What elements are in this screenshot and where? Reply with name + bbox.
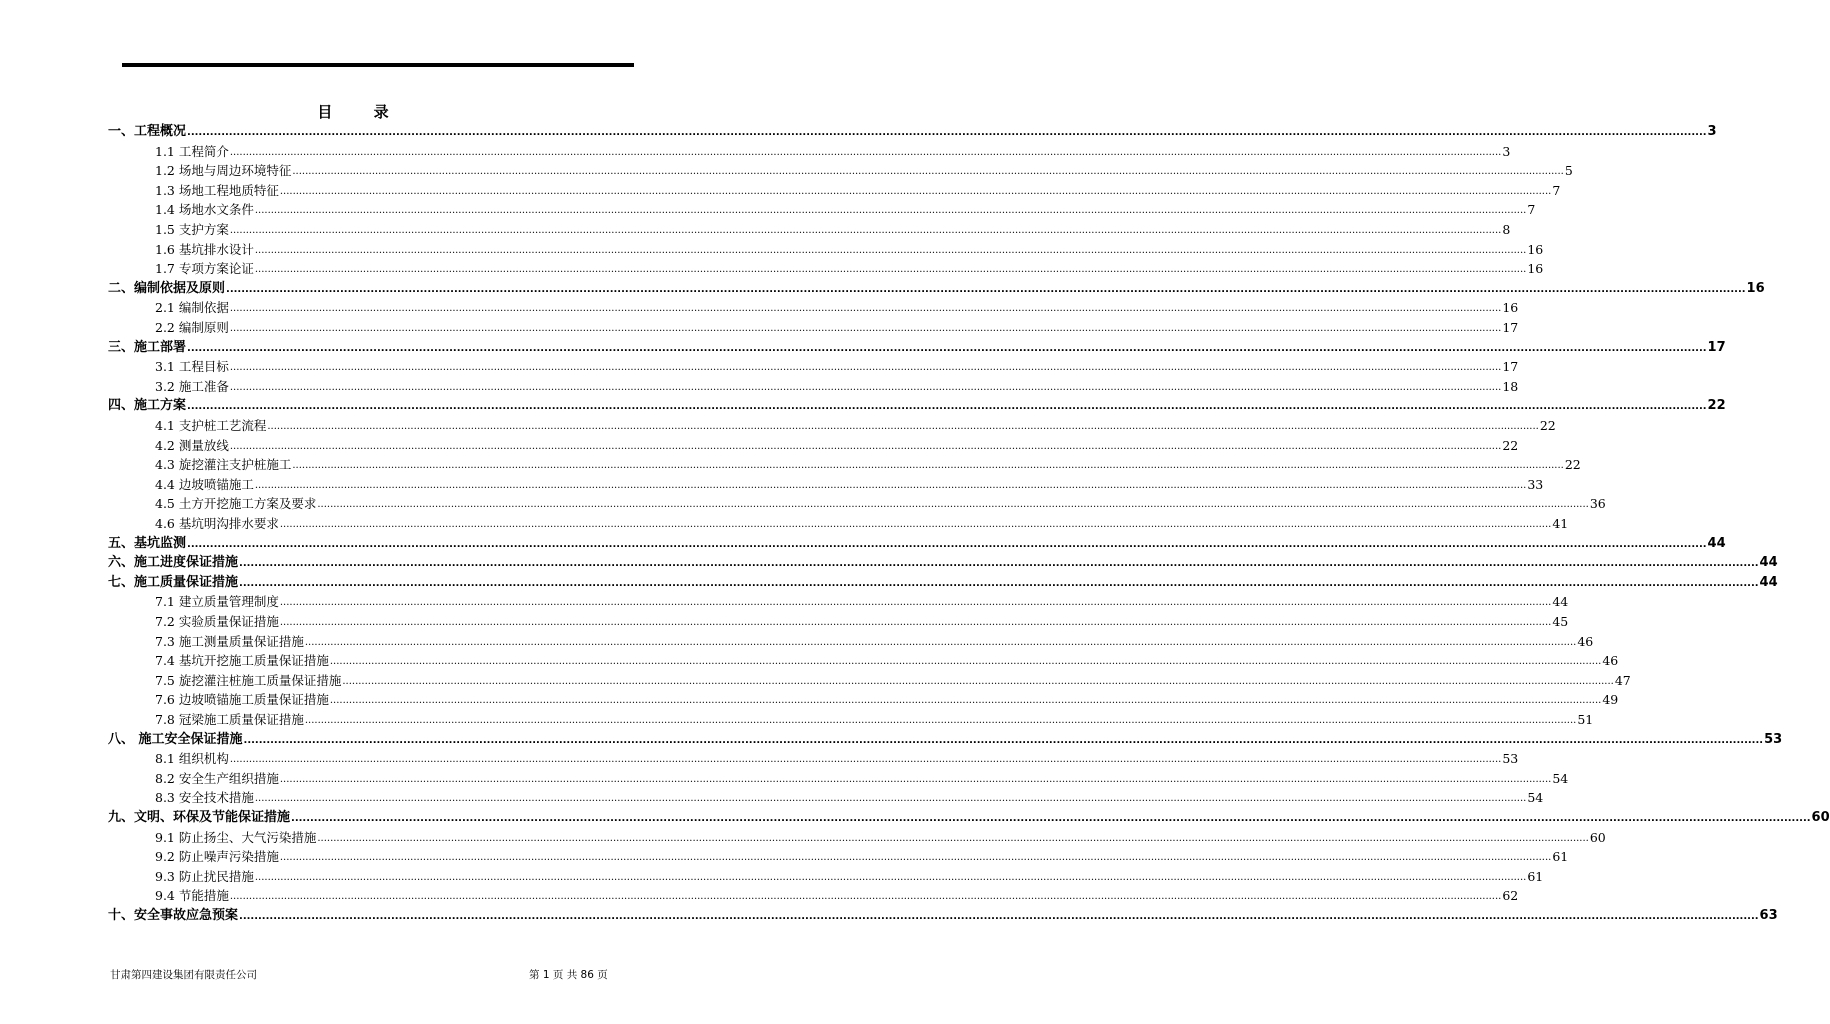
toc-chapter-entry[interactable] xyxy=(108,533,1726,552)
toc-entry-page: 41 xyxy=(1552,516,1569,531)
toc-entry-page: 3 xyxy=(1502,143,1511,159)
toc-entry-label: 3.1 工程目标 xyxy=(155,359,229,375)
toc-entry-label: 4.1 支护桩工艺流程 xyxy=(155,418,267,433)
toc-leader-dots: ................................................................................................................................................................................................................................................................................................................................................................................................................ xyxy=(254,264,1527,276)
toc-entry-label: 9.1 防止扬尘、大气污染措施 xyxy=(155,829,317,845)
toc-section-entry[interactable] xyxy=(155,454,1581,473)
toc-entry-page: 16 xyxy=(1527,261,1544,277)
toc-entry-label: 1.2 场地与周边环境特征 xyxy=(155,163,292,179)
toc-section-entry[interactable] xyxy=(155,611,1569,630)
toc-section-entry[interactable] xyxy=(155,356,1519,375)
header-rule xyxy=(122,63,634,67)
toc-entry-page: 3 xyxy=(1707,124,1717,139)
toc-entry-page: 18 xyxy=(1502,378,1519,394)
toc-section-entry[interactable] xyxy=(155,513,1569,532)
toc-leader-dots: ................................................................................................................................................................................................................................................................................................................................................................................................................ xyxy=(279,852,1552,864)
toc-entry-label: 1.7 专项方案论证 xyxy=(155,261,254,277)
toc-leader-dots: ................................................................................................................................................................................................................................................................................................................................................................................................................ xyxy=(229,381,1502,393)
toc-entry-label: 7.5 旋挖灌注桩施工质量保证措施 xyxy=(155,672,342,688)
toc-section-entry[interactable] xyxy=(155,474,1544,493)
toc-section-entry[interactable] xyxy=(155,180,1561,199)
toc-entry-page: 54 xyxy=(1527,790,1544,806)
toc-leader-dots: ................................................................................................................................................................................................................................................................................................................................................................................................................ xyxy=(229,225,1502,236)
toc-entry-page: 46 xyxy=(1602,653,1619,669)
toc-entry-page: 49 xyxy=(1602,692,1619,708)
footer-company: 甘肃第四建设集团有限责任公司 xyxy=(110,969,257,981)
toc-leader-dots: ................................................................................................................................................................................................................................................................................................................................................................................................................ xyxy=(187,342,1707,354)
toc-leader-dots: ................................................................................................................................................................................................................................................................................................................................................................................................................ xyxy=(329,695,1602,707)
toc-entry-label: 四、施工方案 xyxy=(108,398,187,414)
toc-leader-dots: ................................................................................................................................................................................................................................................................................................................................................................................................................ xyxy=(254,205,1527,217)
toc-section-entry[interactable] xyxy=(155,787,1544,806)
toc-leader-dots: ................................................................................................................................................................................................................................................................................................................................................................................................................ xyxy=(292,460,1564,472)
toc-entry-page: 7 xyxy=(1527,202,1536,218)
toc-entry-page: 51 xyxy=(1577,712,1594,727)
toc-entry-page: 44 xyxy=(1552,594,1569,610)
toc-leader-dots: ................................................................................................................................................................................................................................................................................................................................................................................................................ xyxy=(239,558,1759,570)
toc-section-entry[interactable] xyxy=(155,141,1511,160)
toc-entry-page: 17 xyxy=(1502,359,1519,375)
toc-leader-dots: ................................................................................................................................................................................................................................................................................................................................................................................................................ xyxy=(279,617,1552,628)
toc-section-entry[interactable] xyxy=(155,631,1594,650)
toc-entry-page: 62 xyxy=(1502,888,1519,904)
toc-entry-label: 9.3 防止扰民措施 xyxy=(155,868,254,884)
toc-leader-dots: ................................................................................................................................................................................................................................................................................................................................................................................................................ xyxy=(317,832,1589,844)
toc-section-entry[interactable] xyxy=(155,748,1519,767)
toc-chapter-entry[interactable] xyxy=(108,807,1830,826)
toc-leader-dots: ................................................................................................................................................................................................................................................................................................................................................................................................................ xyxy=(226,283,1746,295)
toc-leader-dots: ................................................................................................................................................................................................................................................................................................................................................................................................................ xyxy=(187,127,1707,138)
toc-chapter-entry[interactable] xyxy=(108,337,1726,356)
toc-chapter-entry[interactable] xyxy=(108,572,1778,591)
toc-section-entry[interactable] xyxy=(155,493,1606,512)
toc-section-entry[interactable] xyxy=(155,297,1519,316)
toc-entry-label: 7.3 施工测量质量保证措施 xyxy=(155,633,304,649)
toc-leader-dots: ................................................................................................................................................................................................................................................................................................................................................................................................................ xyxy=(279,185,1552,197)
toc-entry-label: 1.5 支护方案 xyxy=(155,222,229,237)
toc-entry-page: 17 xyxy=(1502,320,1519,335)
toc-entry-label: 4.2 测量放线 xyxy=(155,437,229,453)
toc-section-entry[interactable] xyxy=(155,827,1606,846)
toc-section-entry[interactable] xyxy=(155,415,1556,434)
toc-leader-dots: ................................................................................................................................................................................................................................................................................................................................................................................................................ xyxy=(329,656,1602,668)
footer-page-info: 第 1 页 共 86 页 xyxy=(529,969,608,981)
toc-entry-label: 4.3 旋挖灌注支护桩施工 xyxy=(155,457,292,473)
toc-chapter-entry[interactable] xyxy=(108,395,1726,414)
toc-entry-label: 六、施工进度保证措施 xyxy=(108,555,239,571)
toc-leader-dots: ................................................................................................................................................................................................................................................................................................................................................................................................................ xyxy=(229,146,1502,158)
toc-chapter-entry[interactable] xyxy=(108,121,1717,140)
toc-section-entry[interactable] xyxy=(155,866,1544,885)
toc-entry-page: 22 xyxy=(1707,398,1726,414)
toc-entry-page: 22 xyxy=(1564,457,1581,473)
toc-leader-dots: ................................................................................................................................................................................................................................................................................................................................................................................................................ xyxy=(229,323,1502,334)
toc-section-entry[interactable] xyxy=(155,435,1519,454)
toc-entry-label: 8.2 安全生产组织措施 xyxy=(155,770,279,786)
toc-entry-page: 36 xyxy=(1589,496,1606,512)
toc-section-entry[interactable] xyxy=(155,376,1519,395)
toc-entry-label: 8.3 安全技术措施 xyxy=(155,790,254,806)
toc-leader-dots: ................................................................................................................................................................................................................................................................................................................................................................................................................ xyxy=(279,519,1552,530)
toc-entry-label: 7.8 冠梁施工质量保证措施 xyxy=(155,712,304,727)
toc-entry-label: 二、编制依据及原则 xyxy=(108,280,226,296)
toc-leader-dots: ................................................................................................................................................................................................................................................................................................................................................................................................................ xyxy=(187,538,1707,550)
toc-entry-page: 7 xyxy=(1552,182,1561,198)
toc-entry-label: 2.2 编制原则 xyxy=(155,320,229,335)
toc-entry-label: 9.4 节能措施 xyxy=(155,888,229,904)
toc-entry-label: 7.1 建立质量管理制度 xyxy=(155,594,279,610)
toc-section-entry[interactable] xyxy=(155,670,1631,689)
toc-leader-dots: ................................................................................................................................................................................................................................................................................................................................................................................................................ xyxy=(254,244,1527,256)
toc-chapter-entry[interactable] xyxy=(108,905,1778,924)
toc-leader-dots: ................................................................................................................................................................................................................................................................................................................................................................................................................ xyxy=(254,871,1527,883)
toc-entry-label: 1.3 场地工程地质特征 xyxy=(155,182,279,198)
toc-entry-label: 4.6 基坑明沟排水要求 xyxy=(155,516,279,531)
toc-section-entry[interactable] xyxy=(155,768,1569,787)
toc-section-entry[interactable] xyxy=(155,709,1594,728)
toc-entry-page: 22 xyxy=(1539,418,1556,433)
toc-entry-label: 十、安全事故应急预案 xyxy=(108,908,239,923)
toc-section-entry[interactable] xyxy=(155,885,1519,904)
toc-leader-dots: ................................................................................................................................................................................................................................................................................................................................................................................................................ xyxy=(243,734,1764,746)
toc-leader-dots: ................................................................................................................................................................................................................................................................................................................................................................................................................ xyxy=(254,793,1527,805)
toc-entry-page: 44 xyxy=(1759,555,1778,571)
toc-entry-label: 3.2 施工准备 xyxy=(155,378,229,394)
toc-section-entry[interactable] xyxy=(155,239,1544,258)
toc-leader-dots: ................................................................................................................................................................................................................................................................................................................................................................................................................ xyxy=(304,636,1577,648)
toc-section-entry[interactable] xyxy=(155,591,1569,610)
toc-leader-dots: ................................................................................................................................................................................................................................................................................................................................................................................................................ xyxy=(267,421,1539,432)
toc-leader-dots: ................................................................................................................................................................................................................................................................................................................................................................................................................ xyxy=(229,440,1502,452)
toc-leader-dots: ................................................................................................................................................................................................................................................................................................................................................................................................................ xyxy=(229,303,1502,315)
toc-entry-page: 44 xyxy=(1759,574,1778,590)
toc-entry-label: 4.5 土方开挖施工方案及要求 xyxy=(155,496,317,512)
toc-entry-label: 7.2 实验质量保证措施 xyxy=(155,614,279,629)
toc-entry-page: 16 xyxy=(1527,241,1544,257)
toc-entry-page: 60 xyxy=(1811,810,1830,825)
toc-leader-dots: ................................................................................................................................................................................................................................................................................................................................................................................................................ xyxy=(187,401,1707,413)
toc-leader-dots: ................................................................................................................................................................................................................................................................................................................................................................................................................ xyxy=(279,597,1552,609)
toc-leader-dots: ................................................................................................................................................................................................................................................................................................................................................................................................................ xyxy=(342,675,1614,687)
toc-title: 目 录 xyxy=(317,103,407,121)
toc-entry-label: 1.6 基坑排水设计 xyxy=(155,241,254,257)
toc-entry-label: 9.2 防止噪声污染措施 xyxy=(155,849,279,865)
toc-entry-label: 1.4 场地水文条件 xyxy=(155,202,254,218)
toc-entry-page: 61 xyxy=(1527,868,1544,884)
toc-section-entry[interactable] xyxy=(155,846,1569,865)
toc-entry-label: 七、施工质量保证措施 xyxy=(108,574,239,590)
toc-leader-dots: ................................................................................................................................................................................................................................................................................................................................................................................................................ xyxy=(229,891,1502,903)
toc-leader-dots: ................................................................................................................................................................................................................................................................................................................................................................................................................ xyxy=(304,715,1577,726)
toc-chapter-entry[interactable] xyxy=(108,729,1783,748)
toc-leader-dots: ................................................................................................................................................................................................................................................................................................................................................................................................................ xyxy=(291,813,1811,824)
toc-entry-page: 54 xyxy=(1552,770,1569,786)
toc-entry-page: 8 xyxy=(1502,222,1511,237)
toc-leader-dots: ................................................................................................................................................................................................................................................................................................................................................................................................................ xyxy=(292,166,1564,178)
toc-entry-page: 53 xyxy=(1502,751,1519,767)
toc-section-entry[interactable] xyxy=(155,160,1573,179)
toc-entry-page: 17 xyxy=(1707,339,1726,355)
toc-entry-label: 1.1 工程简介 xyxy=(155,143,229,159)
toc-section-entry[interactable] xyxy=(155,650,1619,669)
toc-entry-page: 60 xyxy=(1589,829,1606,845)
toc-section-entry[interactable] xyxy=(155,689,1619,708)
toc-entry-page: 63 xyxy=(1759,908,1778,923)
toc-chapter-entry[interactable] xyxy=(108,552,1778,571)
toc-entry-page: 47 xyxy=(1614,672,1631,688)
toc-entry-label: 7.4 基坑开挖施工质量保证措施 xyxy=(155,653,329,669)
toc-section-entry[interactable] xyxy=(155,219,1511,238)
toc-entry-page: 53 xyxy=(1764,731,1783,747)
toc-leader-dots: ................................................................................................................................................................................................................................................................................................................................................................................................................ xyxy=(239,577,1759,589)
toc-entry-label: 八、 施工安全保证措施 xyxy=(108,731,243,747)
toc-section-entry[interactable] xyxy=(155,199,1536,218)
toc-leader-dots: ................................................................................................................................................................................................................................................................................................................................................................................................................ xyxy=(254,479,1527,491)
toc-entry-label: 8.1 组织机构 xyxy=(155,751,229,767)
toc-leader-dots: ................................................................................................................................................................................................................................................................................................................................................................................................................ xyxy=(229,362,1502,374)
toc-entry-page: 16 xyxy=(1502,300,1519,316)
toc-section-entry[interactable] xyxy=(155,258,1544,277)
toc-leader-dots: ................................................................................................................................................................................................................................................................................................................................................................................................................ xyxy=(229,754,1502,766)
toc-entry-page: 5 xyxy=(1564,163,1573,179)
toc-entry-page: 46 xyxy=(1577,633,1594,649)
toc-entry-page: 45 xyxy=(1552,614,1569,629)
toc-entry-page: 44 xyxy=(1707,535,1726,551)
toc-entry-label: 一、工程概况 xyxy=(108,124,187,139)
toc-leader-dots: ................................................................................................................................................................................................................................................................................................................................................................................................................ xyxy=(239,911,1759,922)
toc-leader-dots: ................................................................................................................................................................................................................................................................................................................................................................................................................ xyxy=(317,499,1589,511)
toc-entry-label: 7.6 边坡喷锚施工质量保证措施 xyxy=(155,692,329,708)
toc-leader-dots: ................................................................................................................................................................................................................................................................................................................................................................................................................ xyxy=(279,773,1552,785)
toc-entry-label: 九、文明、环保及节能保证措施 xyxy=(108,810,291,825)
toc-entry-label: 4.4 边坡喷锚施工 xyxy=(155,476,254,492)
toc-entry-label: 五、基坑监测 xyxy=(108,535,187,551)
toc-chapter-entry[interactable] xyxy=(108,278,1765,297)
toc-entry-page: 16 xyxy=(1746,280,1765,296)
toc-entry-page: 61 xyxy=(1552,849,1569,865)
toc-section-entry[interactable] xyxy=(155,317,1519,336)
toc-entry-label: 三、施工部署 xyxy=(108,339,187,355)
toc-entry-label: 2.1 编制依据 xyxy=(155,300,229,316)
toc-entry-page: 33 xyxy=(1527,476,1544,492)
toc-entry-page: 22 xyxy=(1502,437,1519,453)
